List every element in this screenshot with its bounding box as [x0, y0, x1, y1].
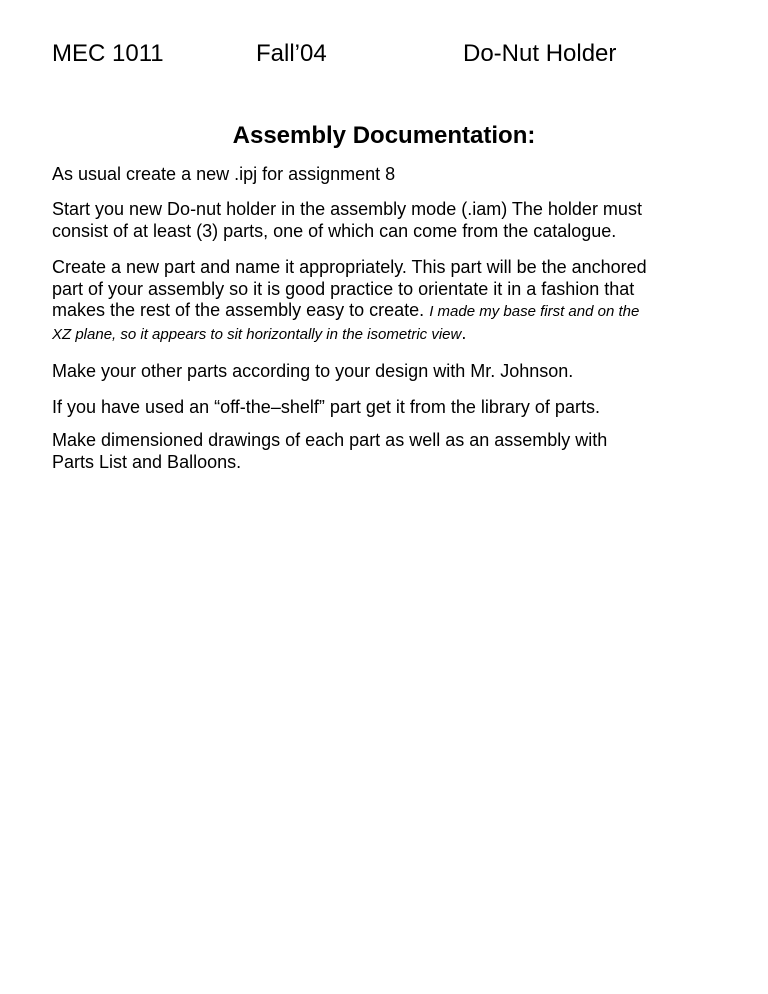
- paragraph-other-parts: [52, 361, 752, 383]
- paragraph-create-project: [52, 164, 752, 186]
- paragraph-line: part of your assembly so it is good practice to orientate it in a fashion that: [52, 278, 635, 299]
- paragraph-drawings: [52, 430, 752, 473]
- paragraph-anchored-part: [52, 257, 752, 345]
- period: .: [461, 322, 467, 343]
- course-code: MEC 1011: [52, 40, 164, 67]
- paragraph-line: Parts List and Balloons.: [52, 451, 242, 472]
- paragraph-line: makes the rest of the assembly easy to create.: [52, 300, 425, 320]
- italic-note: XZ plane, so it appears to sit horizontally in the isometric view: [52, 325, 462, 343]
- page-title: Assembly Documentation:: [232, 122, 536, 149]
- paragraph-line: Make dimensioned drawings of each part as well as an assembly with: [52, 430, 608, 450]
- paragraph-start-assembly: [52, 199, 752, 242]
- paragraph-library-parts: [52, 397, 752, 419]
- term-label: Fall’04: [256, 40, 327, 67]
- paragraph-line: consist of at least (3) parts, one of which can come from the catalogue.: [52, 220, 617, 241]
- project-name: Do-Nut Holder: [463, 40, 617, 67]
- paragraph-line: Start you new Do-nut holder in the assembly mode (.iam) The holder must: [52, 199, 642, 219]
- italic-note: I made my base first and on the: [429, 303, 640, 320]
- paragraph-line: Create a new part and name it appropriately. This part will be the anchored: [52, 257, 647, 277]
- paragraph-text: As usual create a new .ipj for assignment 8: [52, 164, 396, 184]
- paragraph-text: Make your other parts according to your design with Mr. Johnson.: [52, 361, 574, 381]
- paragraph-text: If you have used an “off-the–shelf” part get it from the library of parts.: [52, 397, 600, 417]
